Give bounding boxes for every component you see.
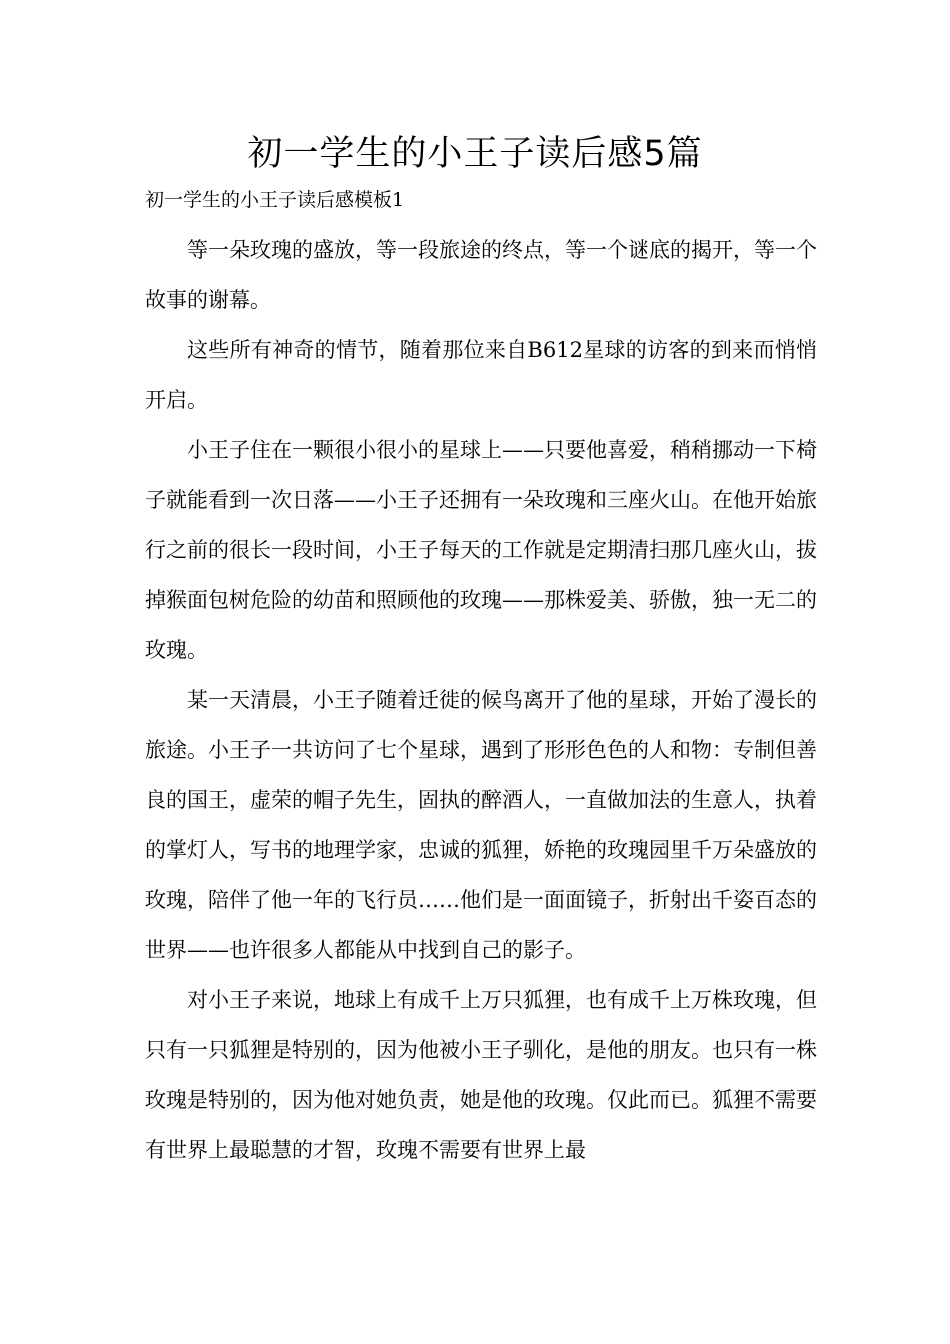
paragraph-5: 对小王子来说，地球上有成千上万只狐狸，也有成千上万株玫瑰，但只有一只狐狸是特别的，因为他被小王子驯化，是他的朋友。也只有一株玫瑰是特别的，因为他对她负责，她是他的玫瑰。仅此而已。狐狸不需要有世界上最聪慧的才智，玫瑰不需要有世界上最 — [145, 988, 817, 1162]
paragraph-4: 某一天清晨，小王子随着迁徙的候鸟离开了他的星球，开始了漫长的旅途。小王子一共访问了七个星球，遇到了形形色色的人和物：专制但善良的国王，虚荣的帽子先生，固执的醉酒人，一直做加法的生意人，执着的掌灯人，写书的地理学家，忠诚的狐狸，娇艳的玫瑰园里千万朵盛放的玫瑰，陪伴了他一年的飞行员……他们是一面面镜子，折射出千姿百态的世界——也许很多人都能从中找到自己的影子。 — [145, 688, 817, 962]
document-body — [145, 225, 817, 1175]
paragraph-1: 等一朵玫瑰的盛放，等一段旅途的终点，等一个谜底的揭开，等一个故事的谢幕。 — [145, 238, 817, 312]
paragraph-3: 小王子住在一颗很小很小的星球上——只要他喜爱，稍稍挪动一下椅子就能看到一次日落——小王子还拥有一朵玫瑰和三座火山。在他开始旅行之前的很长一段时间，小王子每天的工作就是定期清扫那几座火山，拔掉猴面包树危险的幼苗和照顾他的玫瑰——那株爱美、骄傲，独一无二的玫瑰。 — [145, 438, 817, 662]
document-subtitle: 初一学生的小王子读后感模板1 — [145, 189, 405, 211]
paragraph-2: 这些所有神奇的情节，随着那位来自B612星球的访客的到来而悄悄开启。 — [145, 338, 817, 412]
document-title: 初一学生的小王子读后感5篇 — [247, 134, 703, 174]
